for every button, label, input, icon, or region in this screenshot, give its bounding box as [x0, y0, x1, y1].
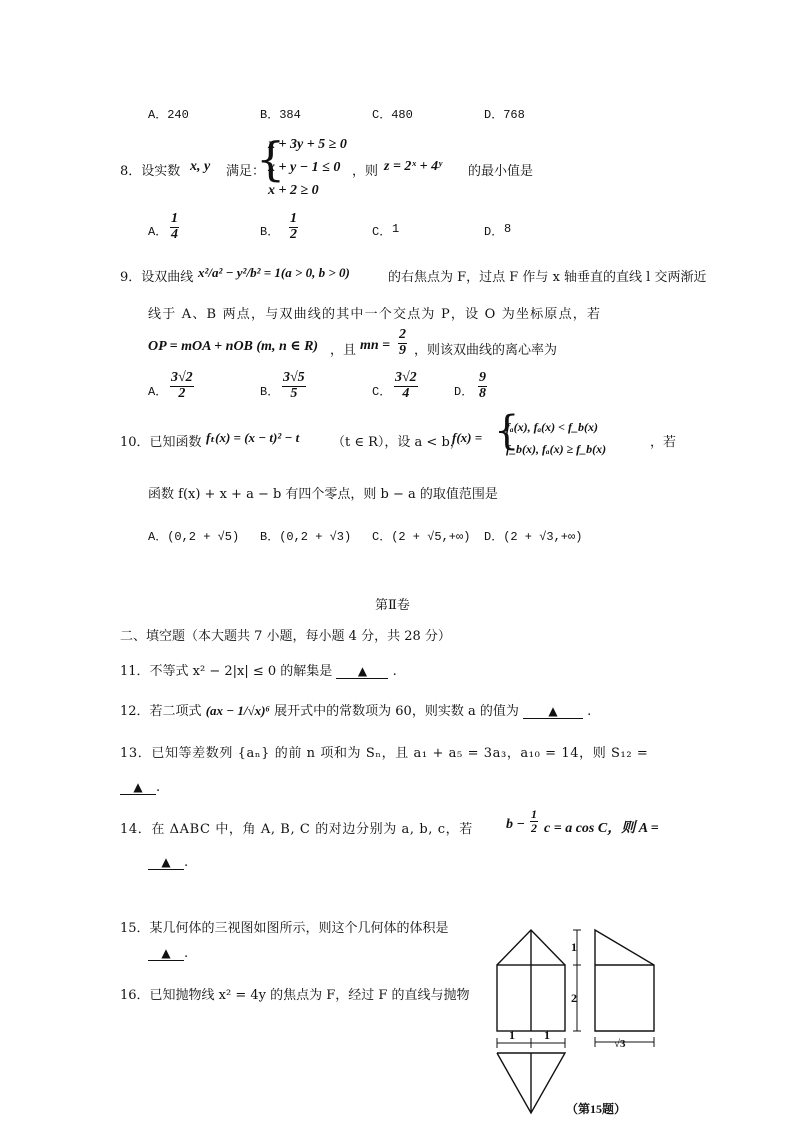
- q8-option-c-value: 1: [392, 222, 400, 236]
- q14-end: .: [184, 855, 189, 870]
- q9-mn: mn =: [360, 338, 391, 353]
- q9-option-a-fraction: $\frac{3√2}{2}$: [171, 370, 193, 401]
- q14-expr2: c = a cos C，则 A =: [544, 821, 659, 836]
- q11-end: .: [392, 664, 397, 679]
- q9-option-c-letter: C．: [372, 385, 392, 399]
- q16-text: 16．已知抛物线 x² = 4y 的焦点为 F，经过 F 的直线与抛物: [120, 988, 470, 1003]
- q10-condition: （t ∈ R），设 a < b，: [332, 435, 463, 450]
- q10-option-b: B．(0,2 + √3): [260, 530, 352, 544]
- section-title: 第Ⅱ卷: [375, 598, 410, 613]
- q12-text2: 展开式中的常数项为 60，则实数 a 的值为: [274, 704, 519, 719]
- q7-option-b: B．384: [260, 108, 301, 122]
- q14-expr1: b −: [506, 817, 525, 832]
- q9-prefix: 9．设双曲线: [120, 270, 194, 285]
- dim-label-right-width: 1: [544, 1028, 550, 1042]
- q10-prefix: 10．已知函数: [120, 435, 202, 450]
- q10-tail: ，若: [650, 435, 677, 450]
- q8-option-c-letter: C．: [372, 225, 392, 239]
- q10-option-d: D．(2 + √3,+∞): [484, 530, 583, 544]
- q14-answer-blank: ▲: [148, 855, 184, 870]
- q8-tail: 的最小值是: [468, 164, 534, 179]
- q9-equation: x²/a² − y²/b² = 1(a > 0, b > 0): [198, 265, 350, 280]
- q15-answer-line: [148, 946, 188, 961]
- q10-line2: 函数 f(x) + x + a − b 有四个零点，则 b − a 的取值范围是: [148, 487, 498, 502]
- q9-option-b-letter: B．: [260, 385, 280, 399]
- side-view-shape: [595, 930, 654, 1031]
- q8-option-d-letter: D．: [484, 225, 504, 239]
- q9-option-c-fraction: $\frac{3√2}{4}$: [395, 370, 417, 401]
- q10-case-2: f_b(x), fₐ(x) ≥ f_b(x): [506, 442, 607, 456]
- q9-line1-tail: 的右焦点为 F，过点 F 作与 x 轴垂直的直线 l 交两渐近: [388, 270, 707, 285]
- q13-end: .: [156, 780, 161, 795]
- q9-option-d-fraction: $\frac{9}{8}$: [479, 370, 486, 401]
- three-view-figure: [490, 920, 670, 1120]
- q12-end: .: [587, 704, 592, 719]
- q15-text: 15．某几何体的三视图如图所示，则这个几何体的体积是: [120, 921, 449, 936]
- q12-text1: 12．若二项式: [120, 704, 202, 719]
- q9-option-d-letter: D．: [454, 385, 474, 399]
- q14-answer-line: [148, 855, 188, 870]
- q9-line2: 线于 A、B 两点，与双曲线的其中一个交点为 P，设 O 为坐标原点，若: [148, 307, 602, 322]
- q10-brace: {: [494, 408, 520, 454]
- dim-label-body-height: 2: [571, 991, 577, 1005]
- section-subtitle: 二、填空题（本大题共 7 小题，每小题 4 分，共 28 分）: [120, 629, 451, 644]
- q8-expr: z = 2ˣ + 4ʸ: [384, 159, 442, 174]
- q8-mid: 满足：: [226, 164, 266, 179]
- q10-case-1: fₐ(x), fₐ(x) < f_b(x): [506, 420, 598, 434]
- q9-line3-mid: ，且: [330, 343, 357, 358]
- q10-option-a: A．(0,2 + √5): [148, 530, 240, 544]
- q9-line3-tail: ，则该双曲线的离心率为: [414, 343, 558, 358]
- q10-definition: fₜ(x) = (x − t)² − t: [206, 430, 300, 445]
- q14-text1: 14．在 ΔABC 中，角 A, B, C 的对边分别为 a, b, c，若: [120, 822, 473, 837]
- q7-option-c: C．480: [372, 108, 413, 122]
- q8-option-b-fraction: $\frac{1}{2}$: [290, 211, 297, 242]
- q8-vars: x, y: [190, 159, 211, 174]
- q12-expression: (ax − 1/√x)⁶: [205, 703, 270, 718]
- q13-answer-line: [120, 780, 160, 795]
- q9-vector-eq: OP = mOA + nOB (m, n ∈ R): [148, 339, 319, 354]
- q9-option-b-fraction: $\frac{3√5}{5}$: [283, 370, 305, 401]
- q10-option-c: C．(2 + √5,+∞): [372, 530, 471, 544]
- q14-fraction: $\frac{1}{2}$: [531, 807, 537, 835]
- q15-answer-blank: ▲: [148, 946, 184, 961]
- question-12: [120, 700, 591, 719]
- q11-answer-blank: ▲: [336, 664, 388, 679]
- q9-option-a-letter: A．: [148, 385, 168, 399]
- dim-label-left-width: 1: [509, 1028, 515, 1042]
- q8-option-d-value: 8: [504, 222, 512, 236]
- q8-option-a-fraction: $\frac{1}{4}$: [171, 211, 178, 242]
- dim-label-roof-height: 1: [571, 940, 577, 954]
- q8-prefix: 8．设实数: [120, 164, 181, 179]
- question-11: [120, 660, 397, 679]
- q13-answer-blank: ▲: [120, 780, 156, 795]
- q12-answer-blank: ▲: [523, 704, 583, 719]
- q7-option-a: A．240: [148, 108, 189, 122]
- q10-fx: f(x) =: [452, 430, 483, 445]
- q15-end: .: [184, 946, 189, 961]
- q8-brace: {: [256, 132, 286, 186]
- q9-mn-fraction: $\frac{2}{9}$: [399, 327, 406, 358]
- figure-caption: （第15题）: [566, 1102, 627, 1116]
- q8-option-b-letter: B．: [260, 225, 280, 239]
- q8-constraint-1: x + 3y + 5 ≥ 0: [268, 137, 347, 152]
- q8-constraint-3: x + 2 ≥ 0: [268, 183, 319, 198]
- q8-option-a-letter: A．: [148, 225, 168, 239]
- q13-text: 13．已知等差数列 {aₙ} 的前 n 项和为 Sₙ，且 a₁ + a₅ = 3a₃，a₁₀ = 14，则 S₁₂ =: [120, 746, 649, 761]
- dim-label-depth: √3: [614, 1038, 626, 1050]
- q8-constraint-2: x + y − 1 ≤ 0: [268, 160, 341, 175]
- q8-then: ，则: [352, 164, 379, 179]
- q7-option-d: D．768: [484, 108, 525, 122]
- q11-text: 11．不等式 x² − 2|x| ≤ 0 的解集是: [120, 664, 333, 679]
